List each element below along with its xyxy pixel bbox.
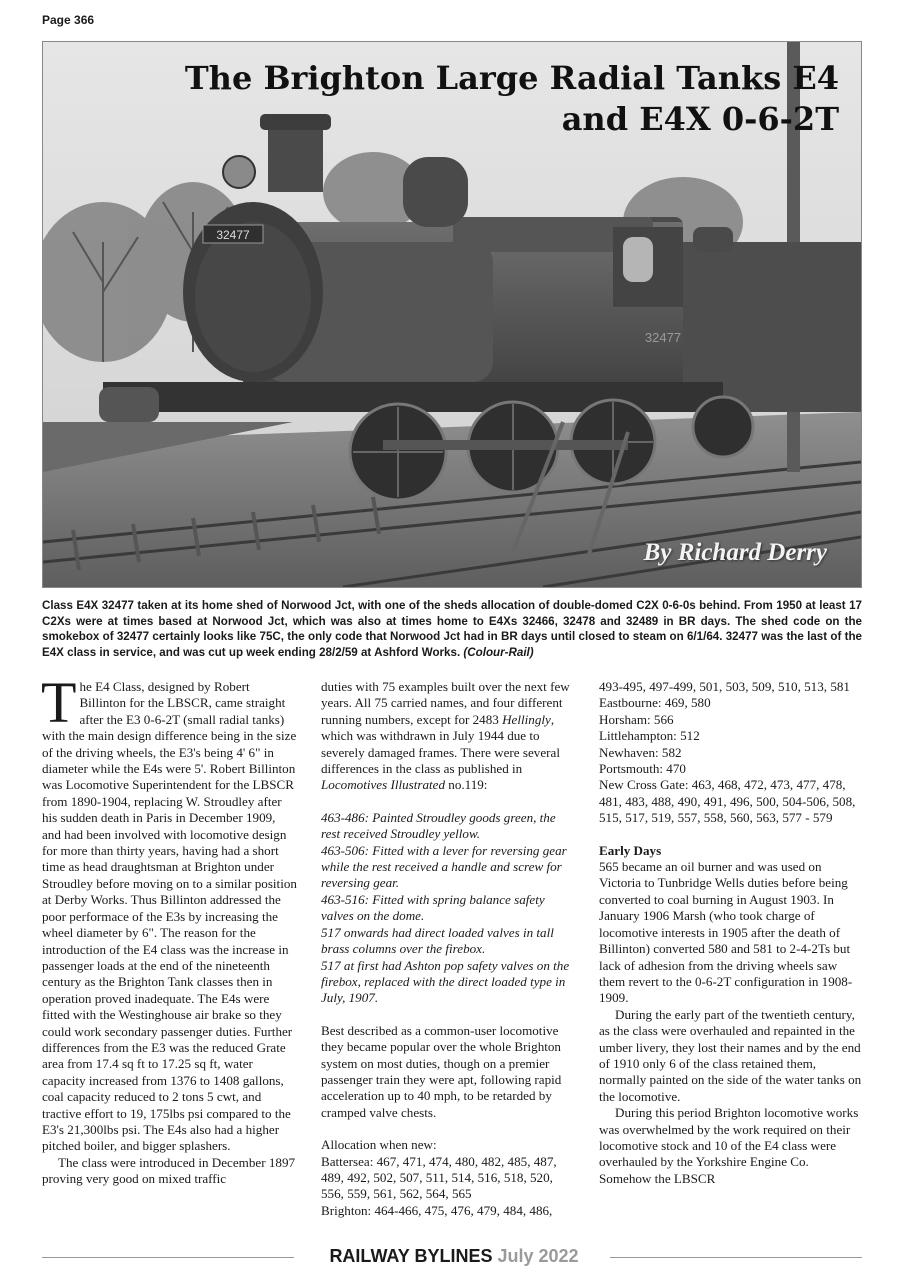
caption-credit: (Colour-Rail) xyxy=(463,645,534,659)
allocation-newhaven: Newhaven: 582 xyxy=(599,744,682,760)
allocation-portsmouth: Portsmouth: 470 xyxy=(599,761,686,777)
col3-paragraph-2: During the early part of the twentieth century, as the class were overhauled and repainted in the umber livery, they lost their names and by the end of 1910 only 6 of the class retained them, normally painted on the side of the water tanks on the locomotive. xyxy=(599,1006,862,1104)
class-note: 517 onwards had direct loaded valves in tall brass columns over the firebox. xyxy=(321,924,554,957)
col2-text-b: , which was withdrawn in July 1944 due to severely damaged frames. There were several differences in the class as published in xyxy=(321,711,560,777)
section-heading-early-days: Early Days xyxy=(599,842,662,858)
col2-text-a: duties with 75 examples built over the next few years. All 75 carried names, and four different running numbers, except for 2483 xyxy=(321,679,570,727)
allocation-littlehampton: Littlehampton: 512 xyxy=(599,728,700,744)
page-footer xyxy=(0,1246,908,1267)
class-note: 463-486: Painted Stroudley goods green, the rest received Stroudley yellow. xyxy=(321,809,556,842)
col2-text-c: no.119: xyxy=(445,777,488,793)
publication-title: Locomotives Illustrated xyxy=(321,777,446,793)
allocation-brighton-cont: 493-495, 497-499, 501, 503, 509, 510, 513, 581 xyxy=(599,679,850,694)
class-note: 517 at first had Ashton pop safety valves on the firebox, replaced with the direct loaded type in July, 1907. xyxy=(321,957,570,1006)
class-note: 463-516: Fitted with spring balance safety valves on the dome. xyxy=(321,891,545,924)
allocation-new-cross-gate: New Cross Gate: 463, 468, 472, 473, 477, 478, 481, 483, 488, 490, 491, 496, 500, 504-506, 508, 515, 517, 519, 557, 558, 560, 563, 577 - 579 xyxy=(599,777,856,826)
intro-paragraph xyxy=(41,670,297,1155)
article-title-line2: and E4X 0-6-2T xyxy=(561,100,839,138)
column-1 xyxy=(41,670,297,1188)
col1-paragraph-2: The class were introduced in December 1897 proving very good on mixed traffic xyxy=(42,1154,296,1187)
smokebox-number-plate: 32477 xyxy=(216,228,250,242)
article-title-line1: The Brighton Large Radial Tanks E4 xyxy=(184,59,839,97)
column-2 xyxy=(321,679,577,1219)
drop-cap: T xyxy=(41,670,77,735)
loco-name-hellingly: Hellingly xyxy=(502,711,551,727)
article-title xyxy=(185,58,839,140)
page-number: Page 366 xyxy=(42,13,95,27)
allocation-heading: Allocation when new: xyxy=(321,1137,437,1153)
class-note: 463-506: Fitted with a lever for reversing gear while the rest received a handle and screw for reversing gear. xyxy=(321,842,567,891)
magazine-name: RAILWAY BYLINES xyxy=(329,1246,493,1266)
locomotive-photo xyxy=(42,41,862,588)
issue-date: July 2022 xyxy=(497,1246,579,1266)
col2-paragraph-1 xyxy=(321,679,577,794)
column-3 xyxy=(599,679,863,1187)
intro-text: he E4 Class, designed by Robert Billinton for the LBSCR, came straight after the E3 0-6-2T (small radial tanks) with the main design difference being in the size of the driving wheels, the E3's being 4' 6" in diameter while the E4s were 5'. Robert Billinton was Locomotive Superintendent for the LBSCR from 1890-1904, replacing W. Stroudley after his sudden death in Paris in December 1909, and had been involved with locomotive design for more than thirty years, having had a short time as head draughtsman at Brighton under Stroudley before moving on to a similar position at Derby Works. Thus Billinton addressed the poor performace of the E3s by increasing the wheel diameter by 6". The reason for the introduction of the E4 class was the increase in passenger loads at the end of the nineteenth century as the Brighton Tank classes then in operation proved inadequate. The E4s were fitted with the Westinghouse air brake so they could work secondary passenger duties. Further differences from the E3 was the reduced Grate area from 17.4 sq ft to 17.25 sq ft, water capacity increased from 1376 to 1408 gallons, coal capacity reduced to 2 tons 5 cwt, and tractive effort to 19, 175lbs psi compared to the E3's 21,300lbs psi. The E4s also had a higher pitched boiler, and bigger splashers. xyxy=(42,679,297,1154)
allocation-horsham: Horsham: 566 xyxy=(599,711,674,727)
author-byline: By Richard Derry xyxy=(643,539,827,566)
allocation-eastbourne: Eastbourne: 469, 580 xyxy=(599,695,711,711)
caption-text: Class E4X 32477 taken at its home shed of Norwood Jct, with one of the sheds allocation of double-domed C2X 0-6-0s behind. From 1950 at least 17 C2Xs were at times based at Norwood Jct, which was also at times home to E4Xs 32466, 32478 and 32489 in BR days. The shed code on the smokebox of 32477 certainly looks like 75C, the only code that Norwood Jct had in BR days until closed to steam on 6/1/64. 32477 was the last of the E4X class in service, and was cut up week ending 28/2/59 at Ashford Works. xyxy=(42,599,862,659)
col2-paragraph-2: Best described as a common-user locomotive they became popular over the whole Brighton system on most duties, though on a premier passenger train they were apt, following rapid acceleration up to 40 mph, to be retarded by cramped valve chests. xyxy=(321,1022,562,1120)
photo-caption xyxy=(42,598,862,660)
col3-paragraph-1: 565 became an oil burner and was used on Victoria to Tunbridge Wells duties before being converted to coal burning in August 1903. In January 1906 Marsh (who took charge of locomotive interests in 1905 after the death of Billinton) converted 580 and 581 to 2-4-2Ts but lack of adhesion from the driving wheels saw them revert to the 0-6-2T configuration in 1908-1909. xyxy=(599,859,853,1006)
col3-paragraph-3: During this period Brighton locomotive works was overwhelmed by the work required on their locomotive stock and 10 of the E4 class were overhauled by the Yorkshire Engine Co. Somehow the LBSCR xyxy=(599,1105,859,1186)
allocation-battersea: Battersea: 467, 471, 474, 480, 482, 485, 487, 489, 492, 502, 507, 511, 514, 516, 518, 520, 556, 559, 561, 562, 564, 565 xyxy=(321,1153,557,1202)
tank-side-number: 32477 xyxy=(644,330,682,345)
allocation-brighton: Brighton: 464-466, 475, 476, 479, 484, 486, xyxy=(321,1202,553,1218)
